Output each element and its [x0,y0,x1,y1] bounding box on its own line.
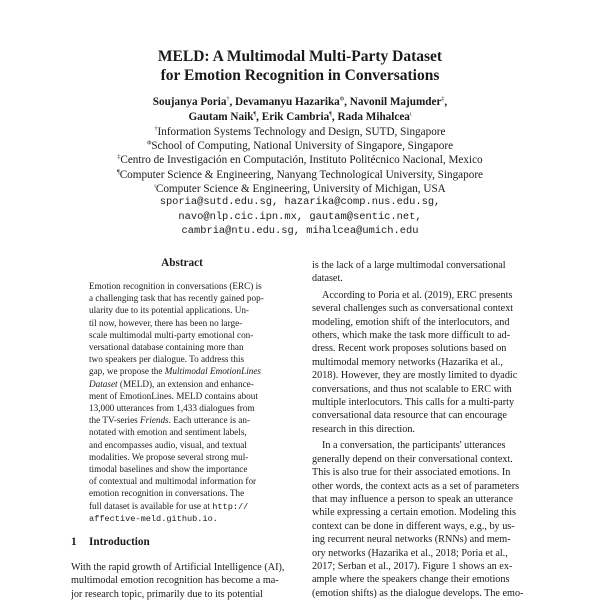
abstract-line [89,317,277,329]
url-text: http:// [212,501,249,512]
abstract-line [89,378,277,390]
affiliation-mark: ι [154,183,156,190]
abstract-heading: Abstract [161,257,203,269]
body-line: In a conversation, the participants' utterances [322,440,506,452]
affiliation-text: Information Systems Technology and Design, SUTD, Singapore [157,126,446,138]
abstract-line [89,426,277,438]
abstract-line [89,451,277,463]
author-name: Erik Cambria [261,110,330,123]
body-line: multimodal memory networks (Hazarika et al., [312,356,503,368]
italic-text: Dataset [89,378,118,389]
body-line: several challenges such as conversational context [312,303,514,315]
body-line: dataset. [312,273,343,285]
body-line: generally depend on their conversational context. [312,453,513,465]
body-line: that may influence a person to speak an utterance [312,493,513,505]
abstract-line [89,390,277,402]
body-line: context can be done in different ways, e.g., by us- [312,520,515,532]
body-line: ample where the speakers change their emotions [312,574,510,586]
email-list [0,195,600,239]
author-name: Rada Mihalcea [337,110,410,123]
text-run: ment of EmotionLines. MELD contains about [89,390,258,401]
author-separator: , [444,96,448,108]
author-separator: , [331,110,338,123]
abstract-line [89,280,277,292]
text-run: affective-meld.github.io. [89,513,218,524]
abstract-line [89,353,277,365]
text-run: scale multimodal multi-party emotional con- [89,329,254,340]
affiliation-mark: ‡ [117,154,121,161]
section-number: 1 [71,536,77,548]
section-title: Introduction [89,536,150,548]
abstract-line [89,341,277,353]
affiliation-mark: ι [409,110,412,117]
text-run: til now, however, there has been no large- [89,317,243,328]
text-run: modalities. We propose several strong mul- [89,451,249,462]
affiliation-list [0,125,600,196]
text-run: timodal baselines and show the importance [89,464,248,475]
email-line: sporia@sutd.edu.sg, hazarika@comp.nus.edu.sg, [159,196,441,208]
abstract-line [89,414,277,426]
text-run: and encompasses audio, visual, and textual [89,439,247,450]
abstract-line [89,304,277,316]
abstract-body [89,280,277,525]
body-line: According to Poria et al. (2019), ERC presents [322,289,513,301]
abstract-line [89,292,277,304]
affiliation-line [0,139,600,153]
affiliation-mark: ¶ [116,168,120,175]
title-line-2: for Emotion Recognition in Conversations [160,67,440,84]
abstract-line [89,402,277,414]
author-row [0,110,600,125]
abstract-line [89,475,277,487]
author-row [0,95,600,110]
abstract-line [89,463,277,475]
author-name: Devamanyu Hazarika [235,96,340,108]
text-run: (MELD), an extension and enhance- [117,378,254,389]
affiliation-text: Computer Science & Engineering, University of Michigan, USA [155,182,446,195]
intro-line: multimodal emotion recognition has become a ma- [71,575,279,587]
text-run: notated with emotion and sentiment labels, [89,427,247,438]
body-line: while expressing a certain emotion. Modeling this [312,507,516,519]
abstract-line [89,513,277,525]
author-separator: , [229,96,236,108]
text-run: . Each utterance is an- [168,415,251,426]
body-line: 2018). However, they are mostly limited to dyadic [312,370,518,382]
text-run: Emotion recognition in conversations (ERC) is [89,281,262,291]
body-line: conversations, and thus not scalable to ERC with [312,383,512,395]
body-line: This is also true for their associated emotions. In [312,467,511,479]
abstract-line [89,500,277,513]
author-separator: , [256,110,262,123]
paper-title [0,47,600,85]
affiliation-text: Computer Science & Engineering, Nanyang Technological University, Singapore [119,168,484,181]
affiliation-mark: Φ [146,140,152,147]
author-separator: , [344,96,350,108]
intro-line: jor research topic, primarily due to its potential [71,588,263,600]
author-name: Soujanya Poria [152,96,227,108]
text-run: gap, we propose the [89,366,165,377]
title-line-1: MELD: A Multimodal Multi-Party Dataset [157,48,443,65]
abstract-line [89,365,277,377]
affiliation-mark: † [154,126,158,133]
body-line: modeling, emotion shift of the interlocutors, and [312,316,510,328]
text-run: 13,000 utterances from 1,433 dialogues from [89,403,255,414]
affiliation-mark: † [226,96,230,103]
text-run: versational database containing more than [89,342,244,353]
affiliation-mark: Φ [339,96,345,103]
text-run: the TV-series [89,415,141,426]
affiliation-line [0,182,600,196]
affiliation-mark: ¶ [253,110,257,117]
abstract-line [89,439,277,451]
author-name: Gautam Naik [188,110,254,123]
body-line: multiple interlocutors. This calls for a multi-party [312,397,515,409]
body-line: is the lack of a large multimodal conversational [312,260,506,271]
body-line: others, which make the task more difficult to ad- [312,330,511,342]
abstract-line [89,487,277,499]
intro-line: With the rapid growth of Artificial Intelligence (AI), [71,562,285,573]
body-line: 2017; Serban et al., 2017). Figure 1 shows an ex- [312,560,513,572]
author-list [0,95,600,124]
intro-body [71,561,307,601]
email-line: cambria@ntu.edu.sg, mihalcea@umich.edu [181,225,419,237]
body-line: dress. Recent work proposes solutions based on [312,343,507,355]
body-line: research in this direction. [312,423,415,435]
text-run: two speakers per dialogue. To address this [89,354,245,365]
body-line: conversational data resource that can encourage [312,410,507,422]
email-line: navo@nlp.cic.ipn.mx, gautam@sentic.net, [178,210,422,223]
author-name: Navonil Majumder [349,96,442,108]
affiliation-line [0,168,600,182]
text-run: of contextual and multimodal information for [89,476,257,487]
text-run: ularity due to its potential applications. Un- [89,305,249,316]
text-run: a challenging task that has recently gained pop- [89,293,264,304]
italic-text: Multimodal EmotionLines [164,366,261,377]
affiliation-text: Centro de Investigación en Computación, Instituto Politécnico Nacional, Mexico [120,154,483,167]
body-line: ing recurrent neural networks (RNNs) and mem- [312,534,511,546]
affiliation-line [0,125,600,139]
body-line: other words, the context acts as a set of parameters [312,480,520,492]
section-heading [71,536,150,548]
text-run: emotion recognition in conversations. The [89,488,245,499]
affiliation-mark: ¶ [329,110,332,117]
text-run: full dataset is available for use at [89,500,213,511]
abstract-line [89,329,277,341]
affiliation-mark: ‡ [441,96,445,103]
affiliation-text: School of Computing, National University of Singapore, Singapore [151,140,454,153]
body-line: (emotion shifts) as the dialogue develops. The emo- [312,587,524,599]
affiliation-line [0,153,600,167]
italic-text: Friends [140,415,169,426]
body-line: ory networks (Hazarika et al., 2018; Poria et al., [312,547,508,559]
right-column-body [312,259,534,600]
